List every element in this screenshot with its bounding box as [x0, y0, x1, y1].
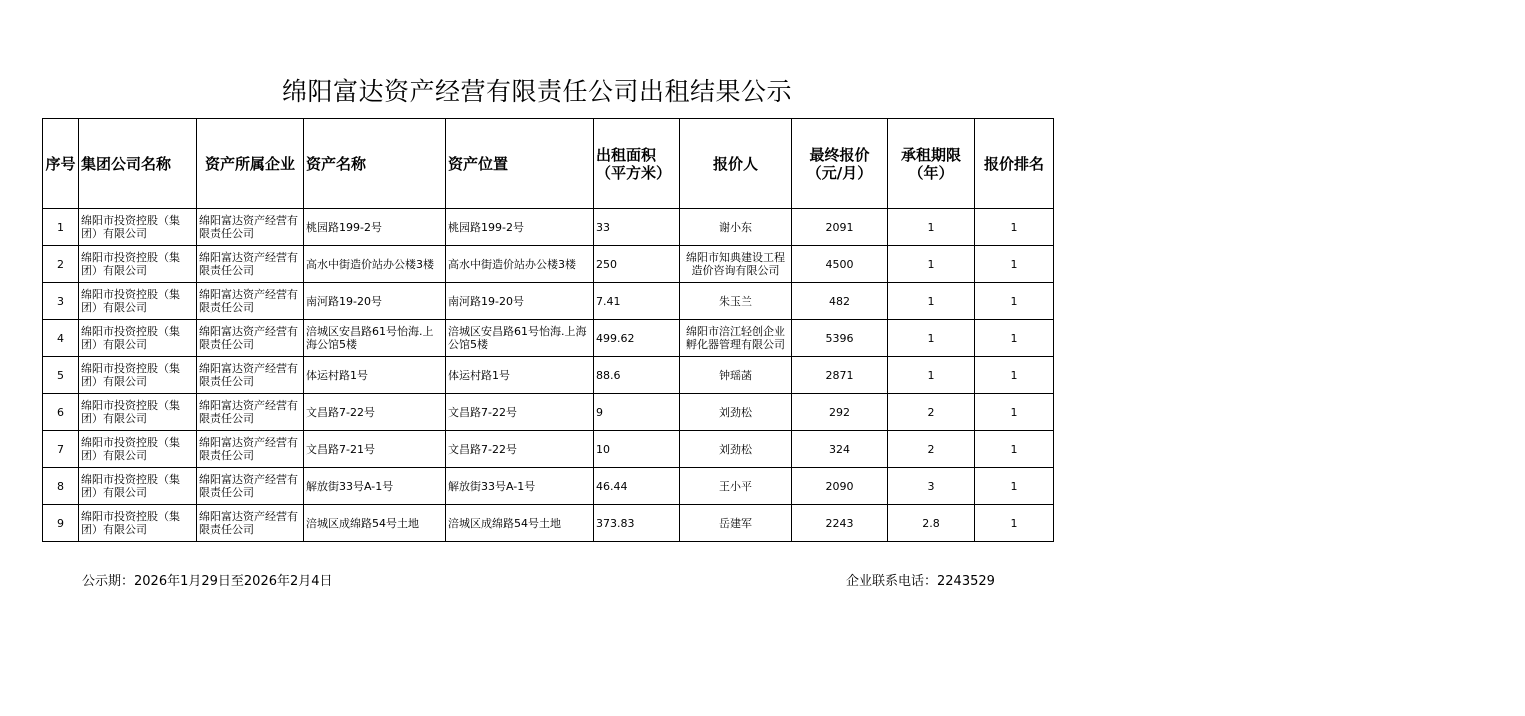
- cell-term: 2: [888, 394, 975, 431]
- cell-term: 1: [888, 246, 975, 283]
- table-row: [43, 431, 1054, 468]
- cell-final-price: 2243: [792, 505, 888, 542]
- cell-seq: 5: [43, 357, 79, 394]
- cell-area: 88.6: [594, 357, 680, 394]
- cell-owner: 绵阳富达资产经营有限责任公司: [197, 209, 304, 246]
- cell-seq: 1: [43, 209, 79, 246]
- cell-rank: 1: [975, 357, 1054, 394]
- header-seq: 序号: [43, 119, 79, 209]
- cell-group: 绵阳市投资控股（集团）有限公司: [79, 283, 197, 320]
- cell-final-price: 2091: [792, 209, 888, 246]
- cell-final-price: 482: [792, 283, 888, 320]
- header-bidder: 报价人: [680, 119, 792, 209]
- contact-phone: 企业联系电话：2243529: [846, 574, 995, 589]
- cell-final-price: 324: [792, 431, 888, 468]
- cell-term: 1: [888, 209, 975, 246]
- cell-term: 2: [888, 431, 975, 468]
- cell-asset-name: 文昌路7-22号: [304, 394, 446, 431]
- cell-seq: 6: [43, 394, 79, 431]
- table-row: [43, 468, 1054, 505]
- header-group: 集团公司名称: [79, 119, 197, 209]
- cell-asset-location: 涪城区成绵路54号土地: [446, 505, 594, 542]
- cell-seq: 9: [43, 505, 79, 542]
- cell-seq: 2: [43, 246, 79, 283]
- cell-bidder: 钟瑶菡: [680, 357, 792, 394]
- cell-rank: 1: [975, 209, 1054, 246]
- cell-rank: 1: [975, 505, 1054, 542]
- cell-rank: 1: [975, 283, 1054, 320]
- cell-group: 绵阳市投资控股（集团）有限公司: [79, 505, 197, 542]
- cell-group: 绵阳市投资控股（集团）有限公司: [79, 394, 197, 431]
- header-row: [43, 119, 1054, 209]
- table-row: [43, 246, 1054, 283]
- cell-asset-name: 体运村路1号: [304, 357, 446, 394]
- cell-group: 绵阳市投资控股（集团）有限公司: [79, 357, 197, 394]
- cell-term: 3: [888, 468, 975, 505]
- cell-rank: 1: [975, 468, 1054, 505]
- cell-asset-name: 涪城区成绵路54号土地: [304, 505, 446, 542]
- cell-asset-name: 解放街33号A-1号: [304, 468, 446, 505]
- cell-final-price: 5396: [792, 320, 888, 357]
- header-area: 出租面积（平方米）: [594, 119, 680, 209]
- cell-asset-name: 高水中街造价站办公楼3楼: [304, 246, 446, 283]
- cell-area: 7.41: [594, 283, 680, 320]
- cell-area: 499.62: [594, 320, 680, 357]
- cell-bidder: 刘劲松: [680, 394, 792, 431]
- cell-bidder: 绵阳市涪江轻创企业孵化器管理有限公司: [680, 320, 792, 357]
- cell-seq: 7: [43, 431, 79, 468]
- table-row: [43, 209, 1054, 246]
- cell-rank: 1: [975, 431, 1054, 468]
- cell-final-price: 2090: [792, 468, 888, 505]
- cell-asset-location: 涪城区安昌路61号怡海.上海公馆5楼: [446, 320, 594, 357]
- cell-term: 1: [888, 283, 975, 320]
- table-row: [43, 283, 1054, 320]
- table-row: [43, 394, 1054, 431]
- cell-final-price: 2871: [792, 357, 888, 394]
- cell-asset-location: 解放街33号A-1号: [446, 468, 594, 505]
- cell-rank: 1: [975, 320, 1054, 357]
- cell-bidder: 岳建军: [680, 505, 792, 542]
- table-row: [43, 357, 1054, 394]
- cell-area: 10: [594, 431, 680, 468]
- cell-term: 2.8: [888, 505, 975, 542]
- cell-bidder: 绵阳市知典建设工程造价咨询有限公司: [680, 246, 792, 283]
- cell-seq: 8: [43, 468, 79, 505]
- header-owner: 资产所属企业: [197, 119, 304, 209]
- cell-bidder: 朱玉兰: [680, 283, 792, 320]
- cell-asset-location: 文昌路7-22号: [446, 394, 594, 431]
- header-final-price: 最终报价（元/月）: [792, 119, 888, 209]
- cell-owner: 绵阳富达资产经营有限责任公司: [197, 357, 304, 394]
- cell-owner: 绵阳富达资产经营有限责任公司: [197, 431, 304, 468]
- cell-owner: 绵阳富达资产经营有限责任公司: [197, 246, 304, 283]
- cell-owner: 绵阳富达资产经营有限责任公司: [197, 320, 304, 357]
- cell-group: 绵阳市投资控股（集团）有限公司: [79, 468, 197, 505]
- cell-owner: 绵阳富达资产经营有限责任公司: [197, 468, 304, 505]
- cell-rank: 1: [975, 394, 1054, 431]
- cell-asset-location: 文昌路7-22号: [446, 431, 594, 468]
- cell-bidder: 谢小东: [680, 209, 792, 246]
- results-table: [42, 118, 1054, 542]
- page-title: 绵阳富达资产经营有限责任公司出租结果公示: [282, 77, 793, 106]
- cell-asset-name: 桃园路199-2号: [304, 209, 446, 246]
- cell-group: 绵阳市投资控股（集团）有限公司: [79, 209, 197, 246]
- cell-owner: 绵阳富达资产经营有限责任公司: [197, 505, 304, 542]
- header-term: 承租期限（年）: [888, 119, 975, 209]
- header-rank: 报价排名: [975, 119, 1054, 209]
- table-row: [43, 505, 1054, 542]
- cell-group: 绵阳市投资控股（集团）有限公司: [79, 320, 197, 357]
- cell-asset-location: 体运村路1号: [446, 357, 594, 394]
- table-row: [43, 320, 1054, 357]
- cell-area: 33: [594, 209, 680, 246]
- cell-owner: 绵阳富达资产经营有限责任公司: [197, 283, 304, 320]
- cell-term: 1: [888, 357, 975, 394]
- cell-area: 373.83: [594, 505, 680, 542]
- cell-asset-name: 文昌路7-21号: [304, 431, 446, 468]
- cell-area: 9: [594, 394, 680, 431]
- cell-group: 绵阳市投资控股（集团）有限公司: [79, 431, 197, 468]
- cell-term: 1: [888, 320, 975, 357]
- header-asset-location: 资产位置: [446, 119, 594, 209]
- cell-final-price: 4500: [792, 246, 888, 283]
- cell-seq: 3: [43, 283, 79, 320]
- cell-final-price: 292: [792, 394, 888, 431]
- cell-bidder: 刘劲松: [680, 431, 792, 468]
- cell-asset-name: 涪城区安昌路61号怡海.上海公馆5楼: [304, 320, 446, 357]
- cell-owner: 绵阳富达资产经营有限责任公司: [197, 394, 304, 431]
- cell-asset-location: 南河路19-20号: [446, 283, 594, 320]
- cell-area: 250: [594, 246, 680, 283]
- cell-group: 绵阳市投资控股（集团）有限公司: [79, 246, 197, 283]
- cell-bidder: 王小平: [680, 468, 792, 505]
- cell-seq: 4: [43, 320, 79, 357]
- cell-asset-location: 桃园路199-2号: [446, 209, 594, 246]
- header-asset-name: 资产名称: [304, 119, 446, 209]
- cell-rank: 1: [975, 246, 1054, 283]
- cell-area: 46.44: [594, 468, 680, 505]
- publicity-period: 公示期：2026年1月29日至2026年2月4日: [82, 574, 333, 589]
- cell-asset-location: 高水中街造价站办公楼3楼: [446, 246, 594, 283]
- cell-asset-name: 南河路19-20号: [304, 283, 446, 320]
